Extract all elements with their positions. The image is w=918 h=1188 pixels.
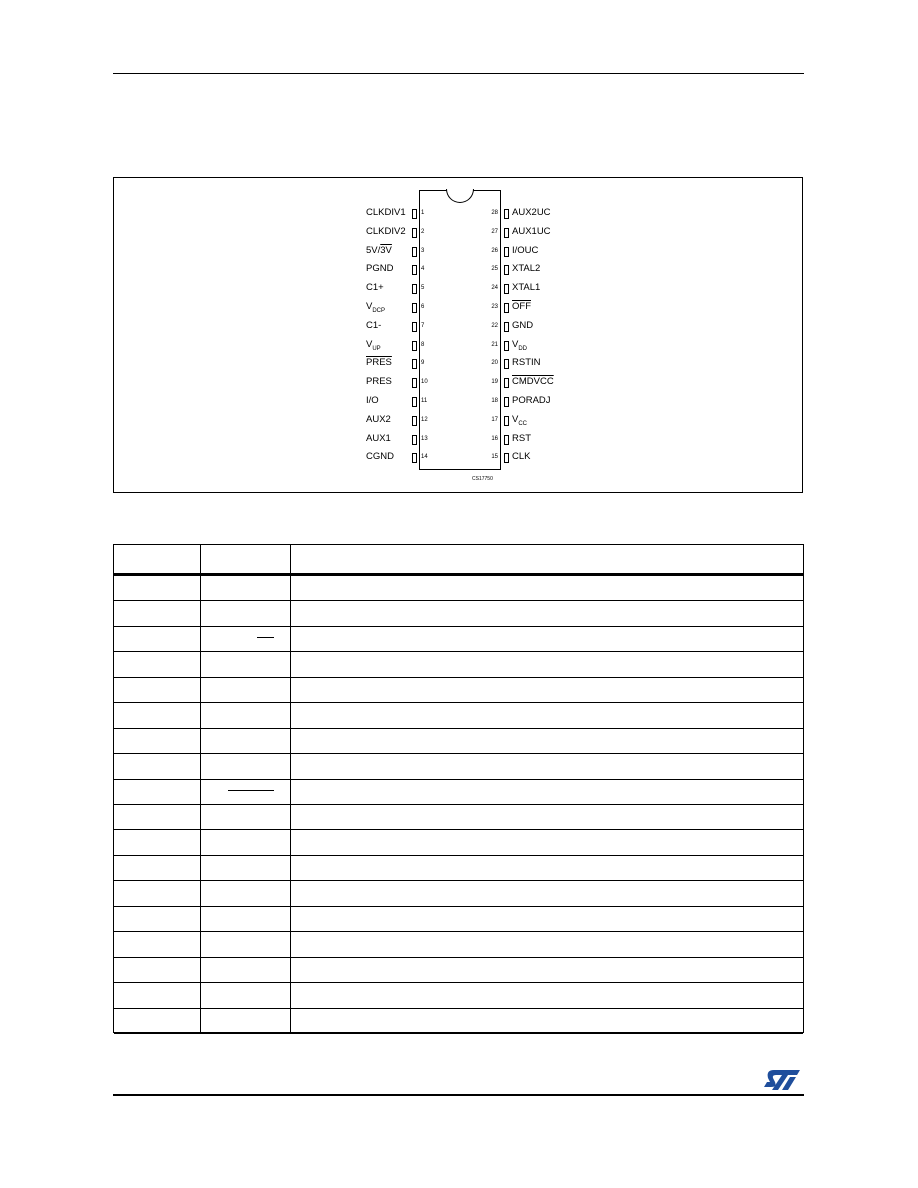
- pin-lead: [504, 435, 509, 445]
- pin-name-subscript: DCP: [372, 307, 386, 314]
- pin-lead: [504, 209, 509, 219]
- pin-18: [482, 393, 562, 409]
- pin-11: [366, 393, 428, 409]
- pin-20: [482, 355, 562, 371]
- pin-number: 28: [491, 210, 498, 216]
- pin-4: [366, 261, 428, 277]
- pin-27: [482, 224, 562, 240]
- pin-name: [366, 431, 408, 447]
- pin-number: 23: [491, 304, 498, 310]
- table-row: [114, 576, 803, 601]
- pin-lead: [412, 265, 417, 275]
- pin-number: 27: [491, 228, 498, 235]
- pin-name-subscript: CC: [518, 420, 528, 427]
- pin-name-text: PGND: [366, 263, 394, 275]
- table-row: [114, 601, 803, 626]
- pin-name: [366, 393, 408, 409]
- table-row: [114, 805, 803, 830]
- st-logo-icon: [760, 1066, 810, 1092]
- pin-number: 11: [421, 398, 428, 404]
- pin-lead: [412, 453, 417, 463]
- table-row: [114, 780, 803, 805]
- pin-lead: [504, 303, 509, 313]
- table-row: [114, 881, 803, 906]
- pin-name-text: AUX1: [366, 432, 391, 444]
- pin-name-overline: PRES: [366, 357, 392, 369]
- table-row: [114, 703, 803, 728]
- pin-lead: [504, 341, 509, 351]
- pin-number: 12: [421, 416, 428, 423]
- pin-lead: [504, 265, 509, 275]
- pin-12: [366, 412, 428, 428]
- pin-lead: [412, 228, 417, 238]
- pin-name-text: CGND: [366, 451, 394, 463]
- pin-5: [366, 280, 428, 296]
- table-row: [114, 932, 803, 957]
- pin-lead: [412, 247, 417, 257]
- pin-14: [366, 449, 428, 465]
- pin-lead: [504, 359, 509, 369]
- figure-code: CS17750: [472, 476, 493, 482]
- pin-name-text: 5V/: [366, 244, 381, 256]
- pin-number: 9: [421, 360, 425, 367]
- pin-name: [512, 261, 540, 277]
- pin-number: 21: [491, 341, 498, 348]
- pin-name: [366, 412, 408, 428]
- pin-number: 13: [421, 435, 428, 442]
- table-header-row: [114, 545, 803, 576]
- pin-name: [512, 449, 530, 465]
- pin-name-text: V: [512, 413, 519, 425]
- pin-name: [512, 393, 551, 409]
- pin-name-text: PORADJ: [512, 395, 551, 406]
- pin-1: [366, 205, 428, 221]
- pin-name: [512, 431, 531, 447]
- pin-name-overline: 3V: [380, 244, 392, 256]
- overline-mark: [257, 637, 274, 638]
- pin-lead: [504, 416, 509, 426]
- pin-number: 18: [491, 398, 498, 404]
- table-row: [114, 983, 803, 1008]
- pin-name-text: RSTIN: [512, 357, 541, 369]
- pin-name-text: GND: [512, 319, 534, 331]
- pin-name-text: XTAL2: [512, 263, 541, 275]
- pin-name-text: AUX1UC: [512, 225, 551, 237]
- pin-lead: [412, 341, 417, 351]
- pin-name: [366, 337, 408, 357]
- pin-name-text: XTAL1: [512, 282, 541, 294]
- pin-28: [482, 205, 562, 221]
- pin-number: 5: [421, 285, 425, 292]
- pin-lead: [504, 378, 509, 388]
- pin-number: 6: [421, 304, 425, 310]
- pin-number: 19: [491, 379, 498, 386]
- pin-lead: [412, 322, 417, 332]
- pin-number: 25: [491, 266, 498, 273]
- pin-lead: [412, 416, 417, 426]
- pin-name: [366, 224, 408, 240]
- pin-lead: [504, 397, 509, 407]
- table-row: [114, 1009, 803, 1034]
- pin-lead: [504, 247, 509, 257]
- table-row: [114, 830, 803, 855]
- pin-19: [482, 374, 562, 390]
- pin-number: 8: [421, 341, 425, 348]
- pin-number: 26: [491, 247, 498, 254]
- pin-name: [512, 299, 531, 315]
- footer-rule: [113, 1094, 804, 1096]
- pin-name: [366, 261, 408, 277]
- pin-6: [366, 299, 428, 315]
- pin-21: [482, 337, 562, 353]
- pin-name-text: C1+: [366, 282, 384, 294]
- pin-number: 17: [491, 416, 498, 423]
- pin-name: [512, 412, 527, 432]
- table-row: [114, 856, 803, 881]
- pin-number: 4: [421, 266, 425, 273]
- pin-description-table: [113, 544, 804, 1033]
- table-row: [114, 652, 803, 677]
- pin-name: [512, 280, 540, 296]
- pin-name-overline: $\overline{OFF}$: [512, 301, 531, 312]
- pin-8: [366, 337, 428, 353]
- table-row: [114, 958, 803, 983]
- pin-number: 10: [421, 379, 428, 386]
- pin-name-subscript: DD: [518, 345, 528, 352]
- pin-name: [366, 243, 408, 259]
- pin-26: [482, 243, 562, 259]
- pin-name: [512, 318, 533, 334]
- pin-24: [482, 280, 562, 296]
- pin-name: [512, 224, 551, 240]
- header-rule: [113, 73, 804, 74]
- pin-name-text: CLKDIV2: [366, 225, 406, 237]
- pin-2: [366, 224, 428, 240]
- pin-name: [366, 374, 408, 390]
- pin-lead: [504, 228, 509, 238]
- pin-name: [512, 337, 527, 357]
- pin-name-text: I/OUC: [512, 244, 539, 256]
- pin-25: [482, 261, 562, 277]
- pin-lead: [412, 284, 417, 294]
- pin-23: [482, 299, 562, 315]
- pin-name-text: PRES: [366, 376, 392, 388]
- pin-lead: [412, 378, 417, 388]
- pin-number: 2: [421, 228, 425, 235]
- pin-name: [366, 280, 408, 296]
- pin-16: [482, 431, 562, 447]
- pin-name-text: V: [512, 338, 519, 350]
- table-row: [114, 754, 803, 779]
- pin-number: 1: [421, 210, 425, 216]
- pin-number: 22: [491, 322, 498, 329]
- pin-number: 15: [491, 454, 498, 461]
- pin-9: [366, 355, 428, 371]
- pin-name: [366, 205, 408, 221]
- pin-17: [482, 412, 562, 428]
- pin-connection-figure: [113, 177, 803, 493]
- pin-name-subscript: UP: [372, 345, 381, 352]
- table-row: [114, 627, 803, 652]
- pin-name-text: AUX2: [366, 413, 391, 425]
- table-row: [114, 678, 803, 703]
- pin-number: 24: [491, 285, 498, 292]
- pin-3: [366, 243, 428, 259]
- pin-name: [366, 449, 408, 465]
- pin-10: [366, 374, 428, 390]
- pin-number: 16: [491, 435, 498, 442]
- pin-13: [366, 431, 428, 447]
- pin-name: [366, 355, 408, 371]
- pin-15: [482, 449, 562, 465]
- pin-lead: [504, 322, 509, 332]
- table-column-divider: [290, 545, 291, 1032]
- pin-name: [366, 299, 408, 319]
- pin-name-text: CLKDIV1: [366, 207, 406, 218]
- pin-lead: [412, 303, 417, 313]
- pin-name-text: V: [366, 338, 373, 350]
- pin-name-overline: CMDVCC: [512, 376, 554, 388]
- pin-lead: [504, 284, 509, 294]
- pin-name: [512, 243, 538, 259]
- pin-name-text: V: [366, 301, 373, 312]
- pin-lead: [412, 359, 417, 369]
- pin-number: 7: [421, 322, 425, 329]
- pin-lead: [504, 453, 509, 463]
- pin-name-text: C1-: [366, 319, 382, 331]
- pin-name-text: RST: [512, 432, 531, 444]
- pin-name: [366, 318, 408, 334]
- overline-mark: [228, 790, 274, 791]
- pin-number: 14: [421, 454, 428, 461]
- table-column-divider: [200, 545, 201, 1032]
- table-row: [114, 729, 803, 754]
- pin-number: 3: [421, 247, 425, 254]
- pin-name-text: I/O: [366, 395, 379, 406]
- pin-name: [512, 374, 554, 390]
- pin-lead: [412, 209, 417, 219]
- pin-lead: [412, 435, 417, 445]
- pin-name: [512, 355, 541, 371]
- pin-lead: [412, 397, 417, 407]
- table-row: [114, 907, 803, 932]
- pin-22: [482, 318, 562, 334]
- pin-name: [512, 205, 551, 221]
- pin-name-text: AUX2UC: [512, 207, 551, 218]
- pin-7: [366, 318, 428, 334]
- pin-number: 20: [491, 360, 498, 367]
- pin-name-text: CLK: [512, 451, 531, 463]
